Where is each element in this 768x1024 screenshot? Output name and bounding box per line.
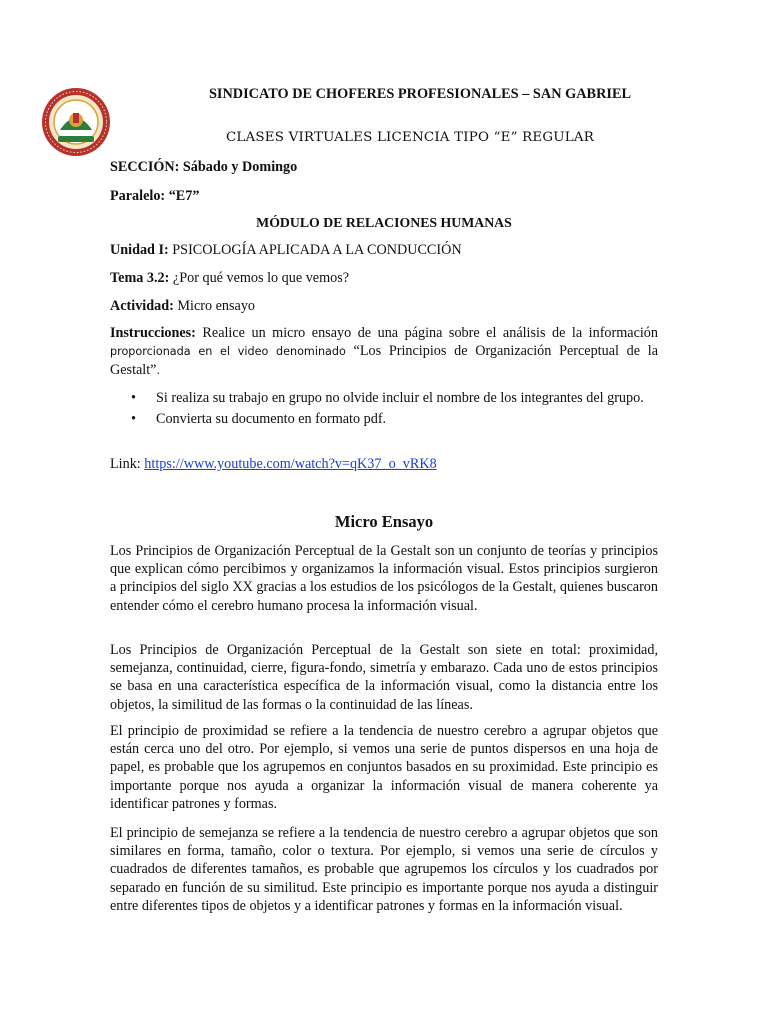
actividad-value: Micro ensayo bbox=[173, 298, 256, 314]
paralelo-line bbox=[110, 188, 199, 205]
bullet-dot-icon: • bbox=[131, 390, 136, 406]
link-label: Link: bbox=[110, 456, 145, 472]
instructions-text-4: . bbox=[156, 364, 161, 377]
tema-line bbox=[110, 270, 349, 287]
essay-title: Micro Ensayo bbox=[334, 512, 434, 531]
essay-paragraph-4: El principio de semejanza se refiere a la tendencia de nuestro cerebro a agrupar objetos que son similares en forma, tamaño, color o textura. Por ejemplo, si vemos una serie de círculos y cuadrados de diferentes tamaños, es probable que agrupemos los círculos y los cuadrados por separado en función de su similitud. Este principio es importante porque nos ayuda a distinguir entre diferentes tipos de objetos y a identificar patrones y formas en la información visual. bbox=[110, 825, 658, 914]
seccion-line bbox=[110, 159, 297, 176]
instructions-bullet-list bbox=[110, 389, 658, 431]
paralelo-value: “E7” bbox=[165, 188, 200, 204]
course-title: CLASES VIRTUALES LICENCIA TIPO “E” REGULAR bbox=[225, 130, 595, 145]
paralelo-label: Paralelo: bbox=[110, 188, 166, 204]
essay-paragraph-1: Los Principios de Organización Perceptual de la Gestalt son un conjunto de teorías y principios que explican cómo percibimos y organizamos la información visual. Estos principios surgieron a principios del siglo XX gracias a los estudios de los psicólogos de la Gestalt, quienes buscaron entender cómo el cerebro humano procesa la información visual. bbox=[110, 543, 658, 614]
essay-paragraph-2: Los Principios de Organización Perceptual de la Gestalt son siete en total: proximidad, semejanza, continuidad, cierre, figura-fondo, simetría y embarazo. Cada uno de estos principios se basa en una característica específica de la información visual, como la distancia entre los objetos, la similitud de las formas o la continuidad de las líneas. bbox=[110, 642, 658, 713]
union-emblem-logo bbox=[40, 86, 112, 158]
actividad-label: Actividad: bbox=[110, 298, 174, 314]
tema-label: Tema 3.2: bbox=[110, 270, 170, 286]
instructions-label: Instrucciones: bbox=[110, 325, 196, 341]
unidad-line bbox=[110, 242, 462, 259]
actividad-line bbox=[110, 298, 255, 315]
list-item: • Si realiza su trabajo en grupo no olvide incluir el nombre de los integrantes del grupo. bbox=[131, 390, 644, 406]
instructions-paragraph bbox=[110, 324, 658, 380]
bullet-dot-icon: • bbox=[131, 411, 136, 427]
tema-value: ¿Por qué vemos lo que vemos? bbox=[169, 270, 350, 286]
instructions-text-2: proporcionada en el video denominado bbox=[110, 345, 346, 358]
seccion-label: SECCIÓN: bbox=[110, 159, 180, 175]
unidad-value: PSICOLOGÍA APLICADA A LA CONDUCCIÓN bbox=[168, 242, 462, 258]
list-item: • Convierta su documento en formato pdf. bbox=[131, 411, 387, 427]
org-title: SINDICATO DE CHOFERES PROFESIONALES – SAN GABRIEL bbox=[208, 86, 632, 102]
essay-paragraph-3: El principio de proximidad se refiere a la tendencia de nuestro cerebro a agrupar objetos que están cerca uno del otro. Por ejemplo, si vemos una serie de puntos dispersos en una hoja de papel, es probable que los agrupemos en conjuntos basados en su proximidad. Este principio es importante porque nos ayuda a organizar la información visual de manera coherente ya identificar patrones y formas. bbox=[110, 723, 658, 812]
unidad-label: Unidad I: bbox=[110, 242, 169, 258]
instructions-text-3: “Los Principios de Organización Perceptual de la Gestalt” bbox=[110, 343, 658, 378]
link-line bbox=[110, 456, 437, 473]
module-title: MÓDULO DE RELACIONES HUMANAS bbox=[256, 215, 512, 230]
seccion-value: Sábado y Domingo bbox=[179, 159, 298, 175]
video-link[interactable]: https://www.youtube.com/watch?v=qK37_o_vRK8 bbox=[144, 456, 437, 472]
instructions-text-1: Realice un micro ensayo de una página sobre el análisis de la información bbox=[195, 325, 658, 341]
